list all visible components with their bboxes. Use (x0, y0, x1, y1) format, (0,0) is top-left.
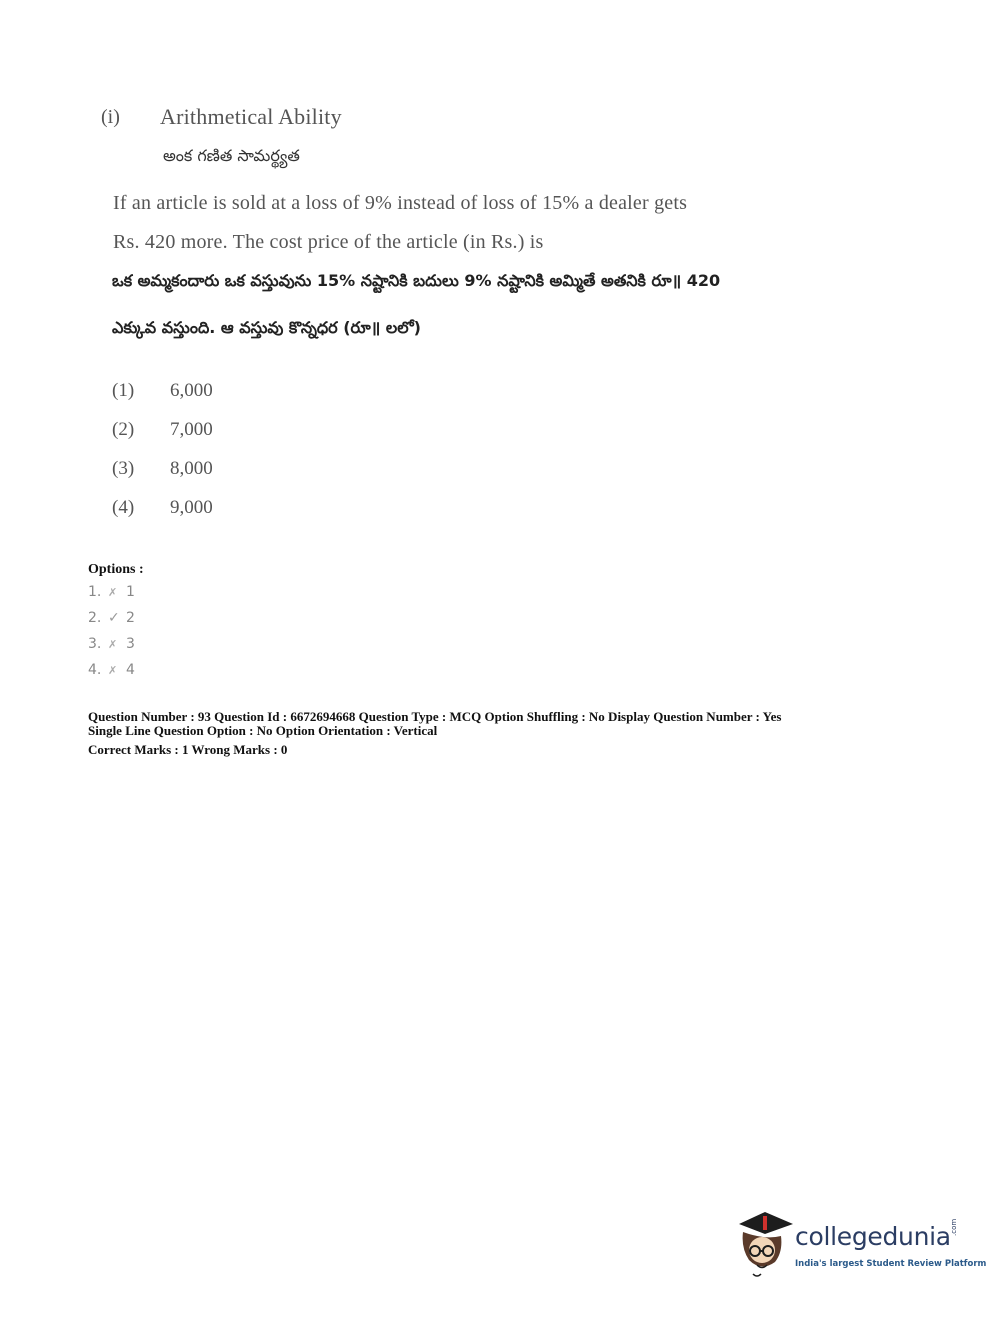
choice-2 (112, 419, 213, 441)
question-text-line-2: Rs. 420 more. The cost price of the article (in Rs.) is (113, 231, 544, 253)
choice-number: (2) (112, 419, 135, 440)
question-text-line-1: If an article is sold at a loss of 9% instead of loss of 15% a dealer gets (113, 192, 688, 214)
choice-value: 6,000 (170, 380, 213, 401)
answer-option-number: 4. (88, 662, 102, 678)
question-meta-line-1: Question Number : 93 Question Id : 6672694668 Question Type : MCQ Option Shuffling : No Display Question Number : Yes (88, 709, 782, 724)
choice-3 (112, 458, 213, 480)
answer-option-label: 4 (126, 662, 135, 678)
answer-option-2 (88, 610, 135, 626)
answer-option-number: 2. (88, 610, 102, 626)
answer-option-4 (88, 662, 135, 678)
options-heading: Options : (88, 562, 144, 577)
section-title: Arithmetical Ability (160, 104, 342, 129)
cross-icon: ✗ (108, 638, 118, 651)
answer-option-1 (88, 584, 135, 600)
question-telugu-line-2: ఎక్కువ వస్తుంది. ఆ వస్తువు కొన్నధర (రూ॥ లలో) (112, 318, 421, 337)
choice-value: 8,000 (170, 458, 213, 479)
choice-value: 7,000 (170, 419, 213, 440)
answer-option-label: 2 (126, 610, 135, 626)
question-telugu-line-1: ఒక అమ్మకందారు ఒక వస్తువును 15% నష్టానికి బదులు 9% నష్టానికి అమ్మితే అతనికి రూ॥ 420 (112, 271, 721, 290)
answer-option-label: 1 (126, 584, 135, 600)
answer-option-3 (88, 636, 135, 652)
answer-option-number: 3. (88, 636, 102, 652)
choice-4 (112, 497, 213, 519)
question-meta-line-2: Single Line Question Option : No Option Orientation : Vertical (88, 723, 438, 738)
answer-option-number: 1. (88, 584, 102, 600)
choice-value: 9,000 (170, 497, 213, 518)
check-icon: ✓ (108, 610, 120, 626)
choice-number: (3) (112, 458, 135, 479)
logo-tagline: India's largest Student Review Platform (795, 1259, 987, 1269)
logo-wordmark: collegedunia (795, 1222, 951, 1251)
cross-icon: ✗ (108, 586, 118, 599)
logo-suffix: .com (950, 1218, 958, 1236)
cross-icon: ✗ (108, 664, 118, 677)
choice-number: (4) (112, 497, 135, 518)
choice-number: (1) (112, 380, 135, 401)
answer-option-label: 3 (126, 636, 135, 652)
section-title-telugu: అంక గణిత సామర్థ్యత (163, 146, 300, 165)
question-meta-line-3: Correct Marks : 1 Wrong Marks : 0 (88, 742, 288, 757)
section-number: (i) (101, 106, 120, 128)
choice-1 (112, 380, 213, 402)
